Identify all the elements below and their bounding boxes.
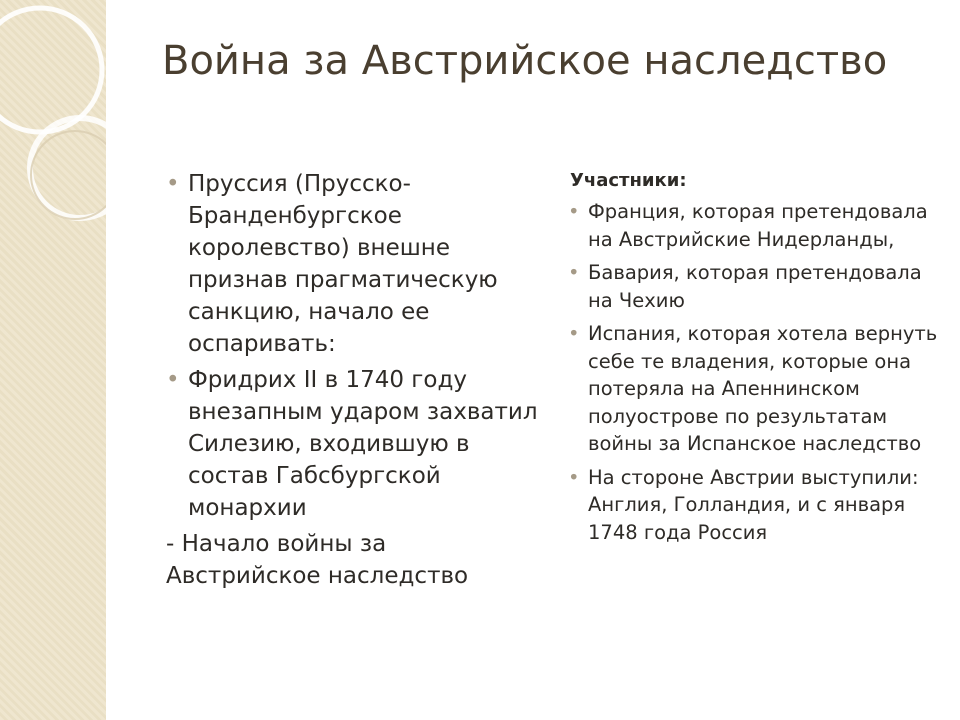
participants-heading: Участники: — [570, 170, 687, 191]
list-item: • Бавария, которая претендовала на Чехию — [568, 259, 948, 314]
war-start-note: - Начало войны за Австрийское наследство — [166, 531, 469, 589]
left-bullet-list — [166, 168, 546, 524]
right-column — [568, 168, 948, 552]
list-item: • Пруссия (Прусско-Бранденбургское королевство) внешне признав прагматическую санкцию, начало ее оспаривать: — [166, 168, 546, 360]
list-item: • Франция, которая претендовала на Австрийские Нидерланды, — [568, 198, 948, 253]
slide-title: Война за Австрийское наследство — [162, 38, 888, 84]
participants-list — [568, 198, 948, 546]
decorative-sidebar — [0, 0, 106, 720]
left-column — [166, 168, 546, 592]
list-item: • На стороне Австрии выступили: Англия, Голландия, и с января 1748 года Россия — [568, 464, 948, 547]
list-item: • Фридрих II в 1740 году внезапным ударом захватил Силезию, входившую в состав Габсбургской монархии — [166, 364, 546, 524]
sidebar-divider — [106, 0, 112, 720]
decorative-rings-icon — [0, 0, 106, 720]
list-item: • Испания, которая хотела вернуть себе те владения, которые она потеряла на Апеннинском полуострове по результатам войны за Испанское наследство — [568, 320, 948, 458]
